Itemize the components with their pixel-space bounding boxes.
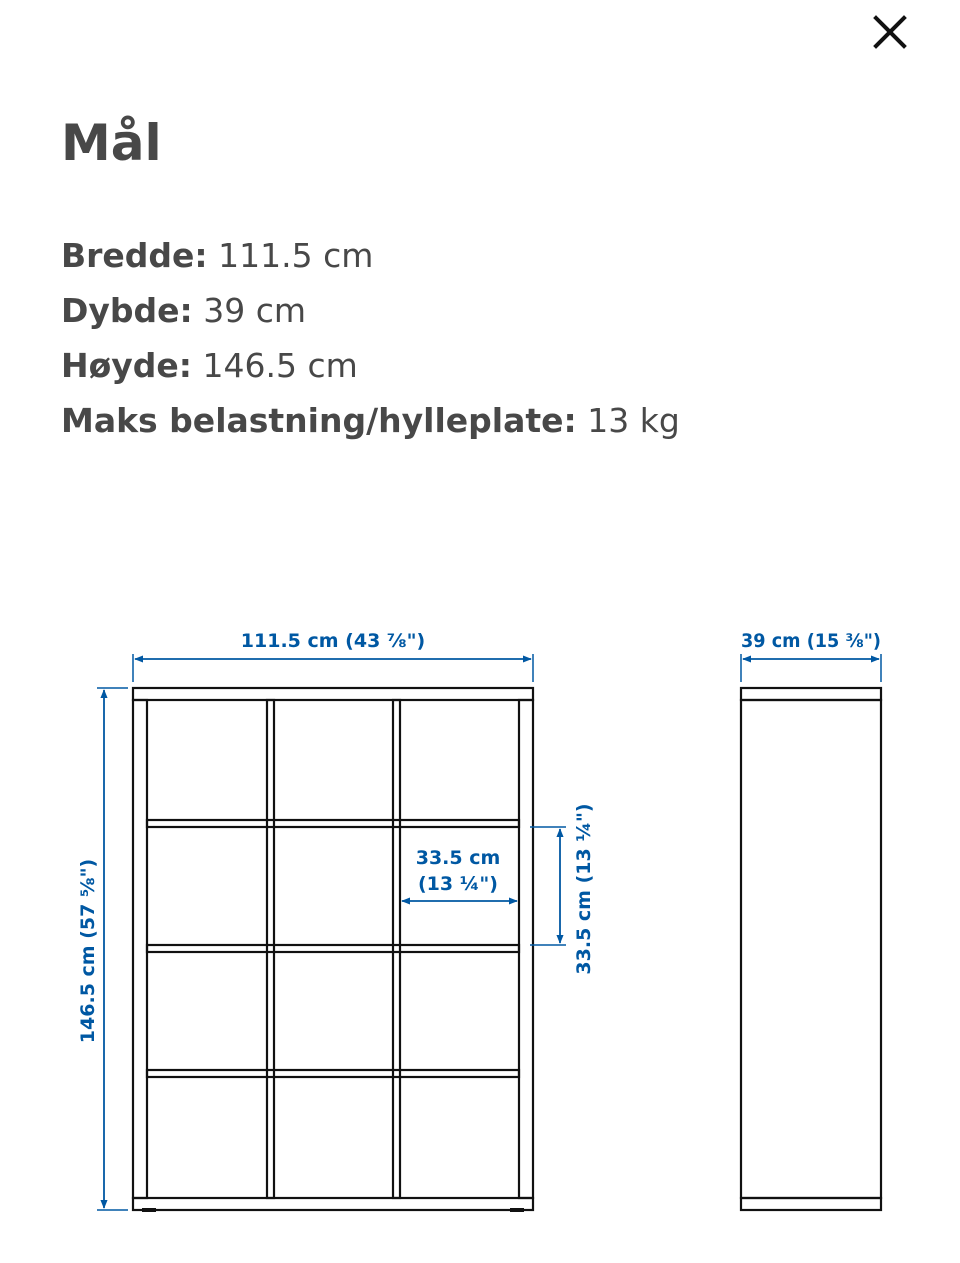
height-label: 146.5 cm (57 ⅝")	[77, 858, 99, 1044]
compartment-width-dimension	[402, 847, 517, 901]
spec-label: Dybde:	[61, 291, 193, 330]
spec-label: Bredde:	[61, 236, 208, 275]
compartment-width-label-1: 33.5 cm	[415, 847, 501, 869]
compartment-width-label-2: (13 ¼")	[418, 873, 498, 895]
spec-label: Høyde:	[61, 346, 193, 385]
height-dimension	[77, 688, 128, 1210]
spec-value: 39 cm	[203, 291, 307, 330]
width-label: 111.5 cm (43 ⅞")	[240, 630, 426, 652]
compartment-height-dimension	[530, 803, 595, 974]
width-dimension	[133, 630, 533, 682]
spec-value: 13 kg	[587, 401, 680, 440]
compartment-height-label: 33.5 cm (13 ¼")	[573, 803, 595, 975]
shelf-front-view	[133, 688, 533, 1210]
spec-label: Maks belastning/hylleplate:	[61, 401, 577, 440]
spec-value: 111.5 cm	[218, 236, 374, 275]
shelf-side-view	[741, 688, 881, 1210]
spec-value: 146.5 cm	[202, 346, 358, 385]
depth-dimension	[741, 630, 881, 682]
depth-label: 39 cm (15 ⅜")	[741, 630, 881, 652]
page-title: Mål	[61, 114, 162, 172]
